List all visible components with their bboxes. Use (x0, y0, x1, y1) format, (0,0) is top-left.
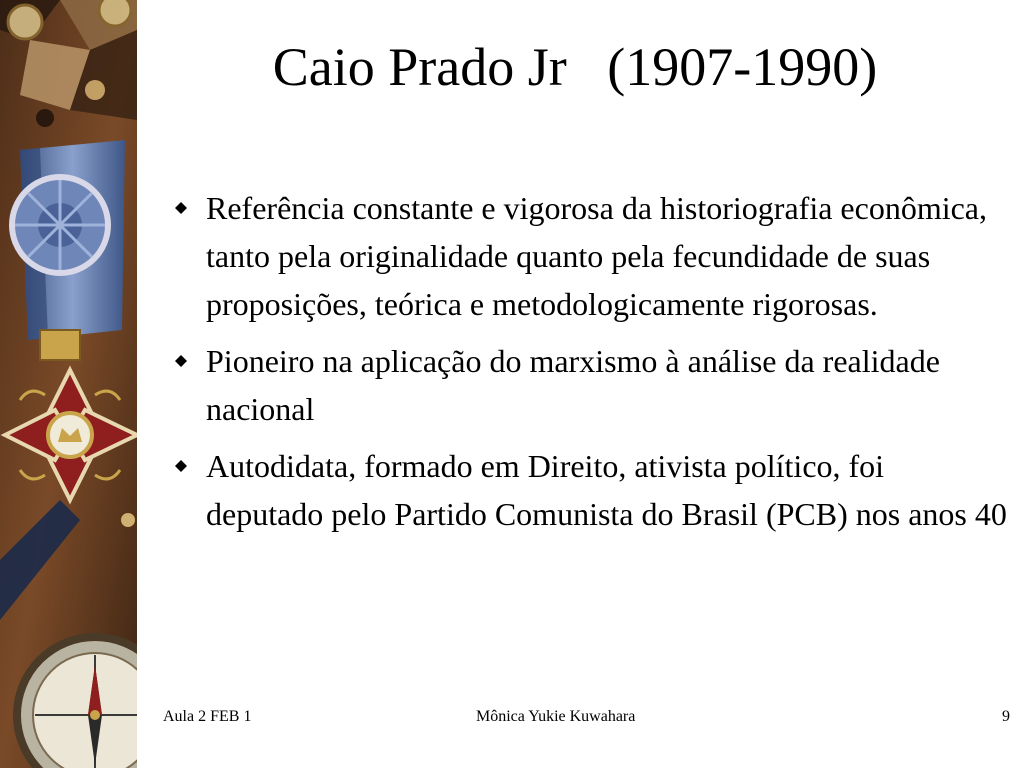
page-number: 9 (1002, 708, 1010, 725)
medal-ribbon-icon (12, 140, 125, 360)
bullet-list (168, 184, 1008, 547)
bullet-text: Referência constante e vigorosa da historiografia econômica, tanto pela originalidade quanto pela fecundidade de suas proposições, teórica e metodologicamente rigorosas. (206, 190, 987, 322)
footer-author: Mônica Yukie Kuwahara (476, 708, 636, 725)
diamond-bullet-icon (172, 457, 190, 475)
list-item (168, 184, 1008, 328)
list-item (168, 337, 1008, 433)
bullet-text: Autodidata, formado em Direito, ativista político, foi deputado pelo Partido Comunista do Brasil (PCB) nos anos 40 (206, 448, 1007, 532)
diamond-bullet-icon (172, 352, 190, 370)
bullet-text: Pioneiro na aplicação do marxismo à análise da realidade nacional (206, 343, 940, 427)
list-item (168, 442, 1008, 538)
diamond-bullet-icon (172, 199, 190, 217)
side-decorative-image (0, 0, 137, 768)
footer-course-label: Aula 2 FEB 1 (163, 708, 252, 725)
slide-title: Caio Prado Jr (1907-1990) (272, 37, 878, 97)
